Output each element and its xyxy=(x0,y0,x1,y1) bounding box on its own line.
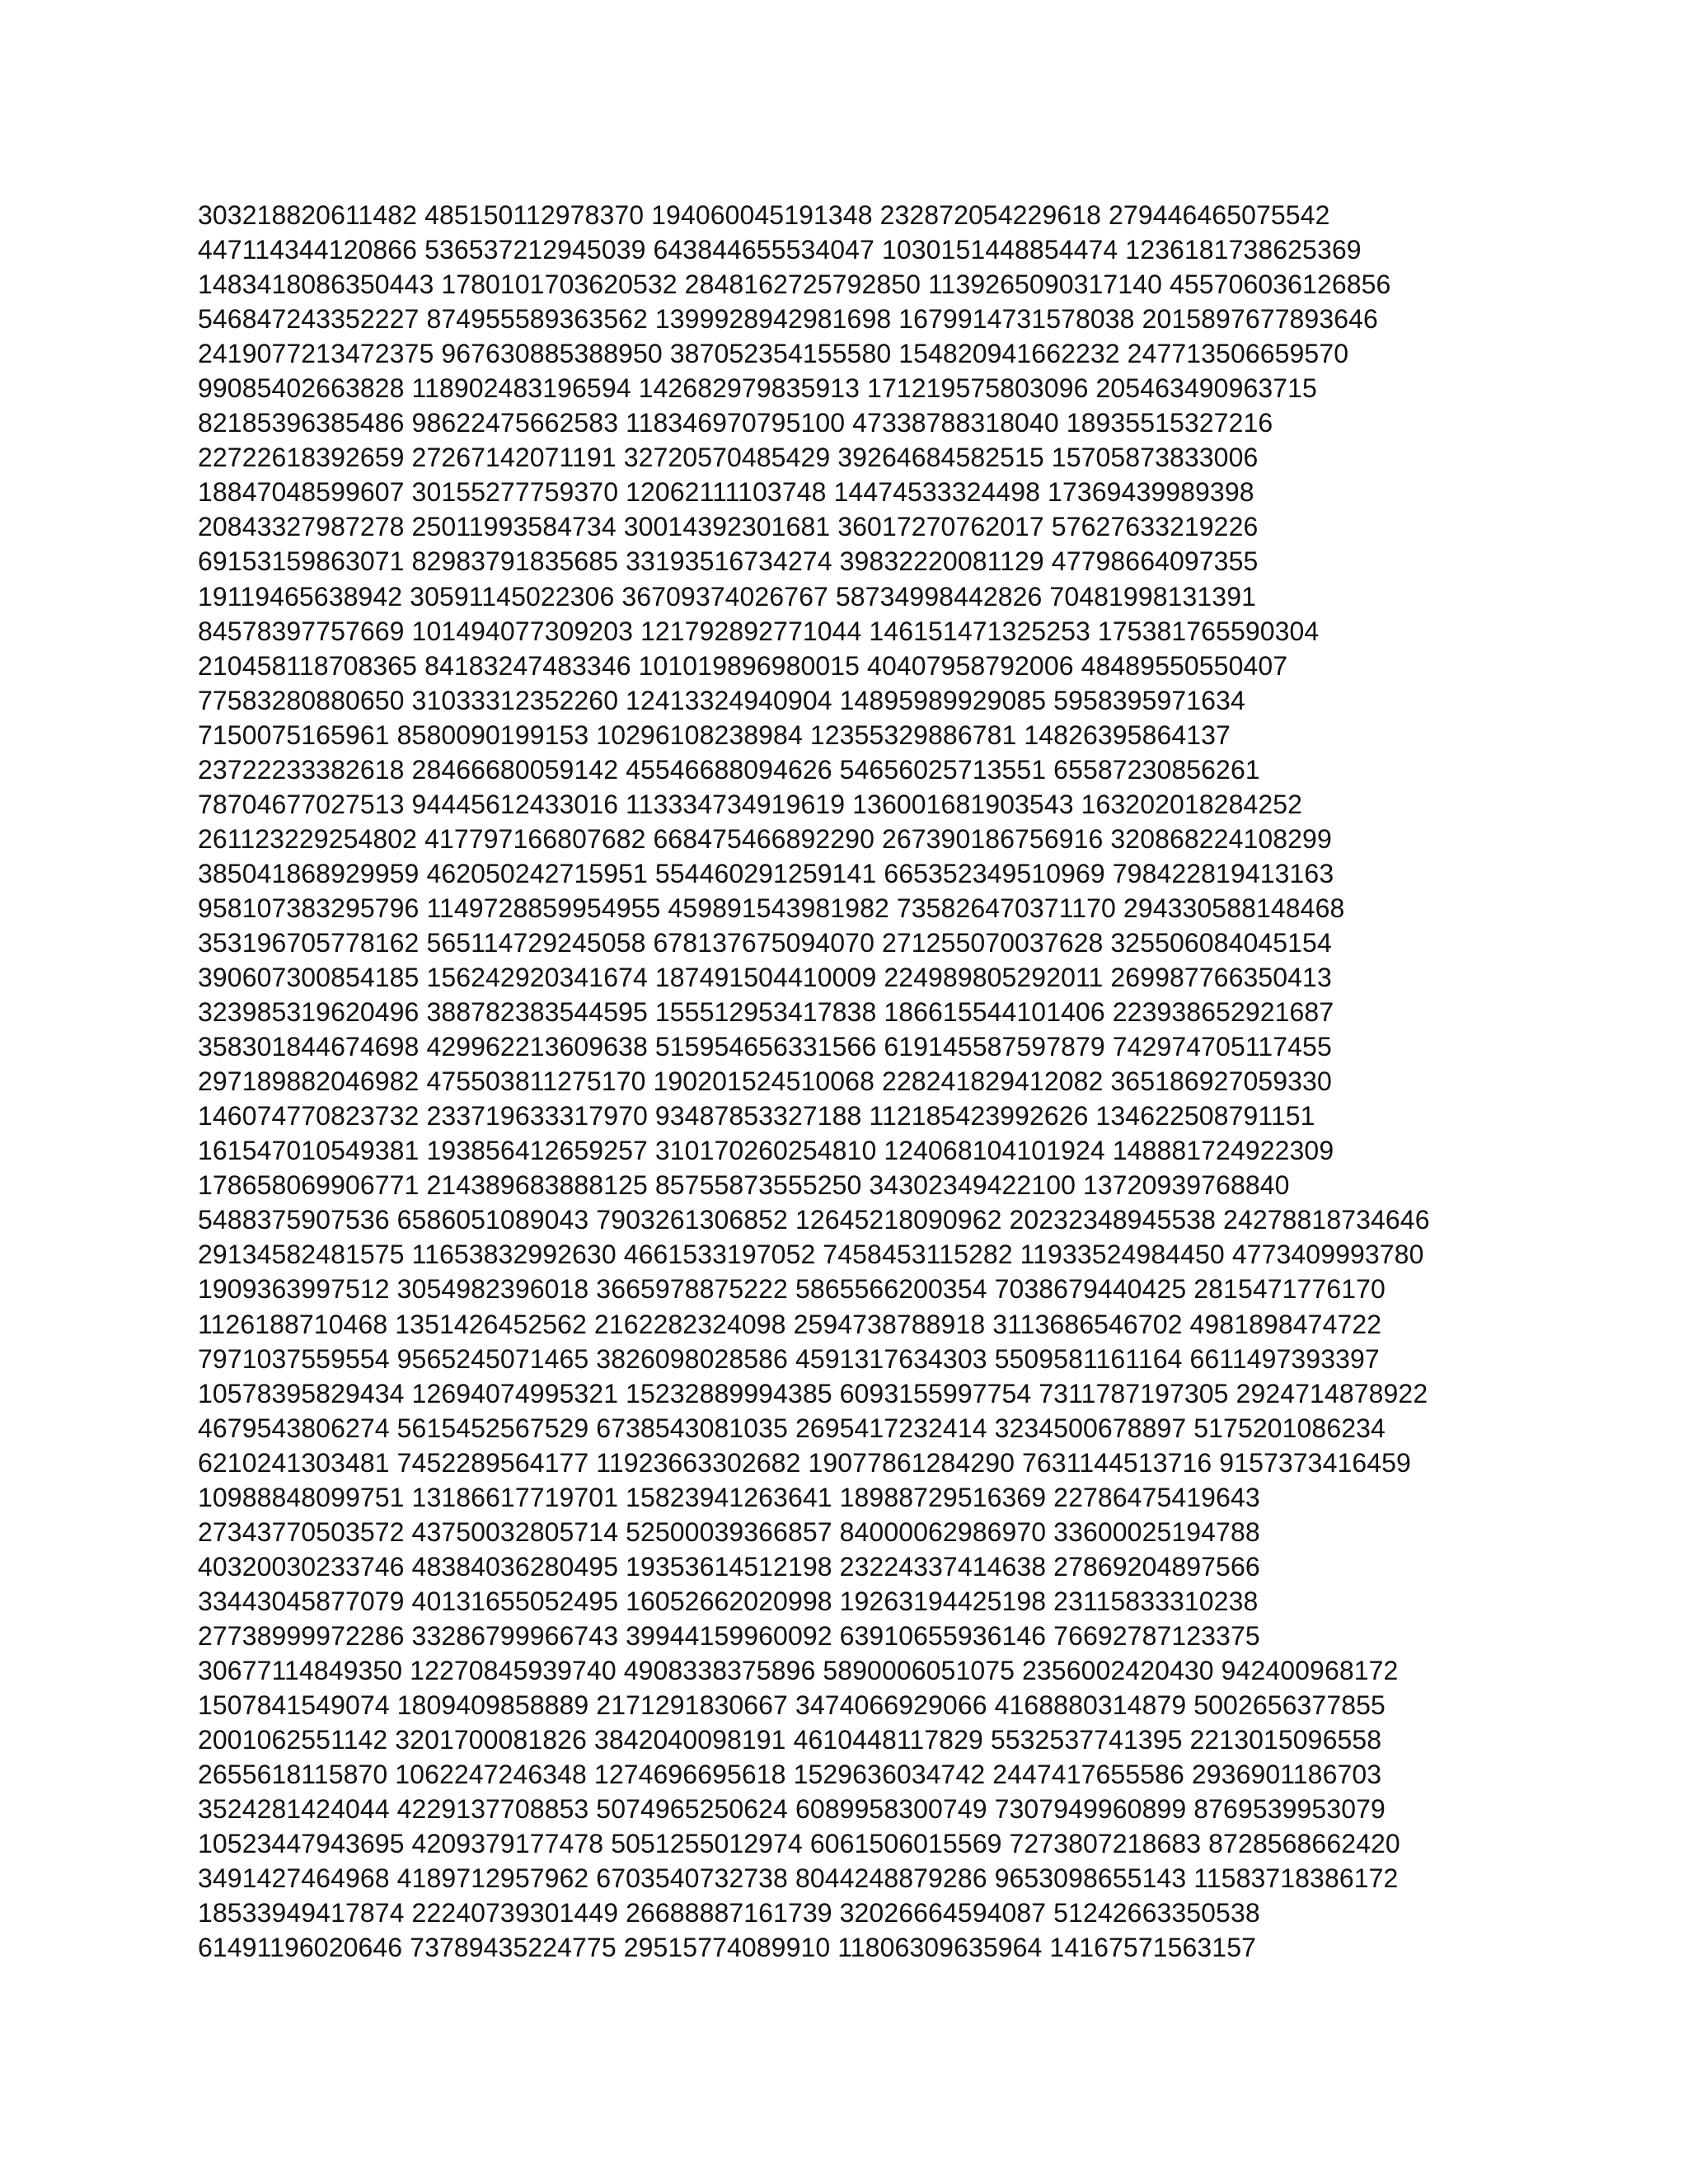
number-line: 69153159863071 82983791835685 33193516734274 39832220081129 47798664097355 xyxy=(198,546,1259,577)
number-line: 2001062551142 3201700081826 3842040098191 4610448117829 5532537741395 2213015096558 xyxy=(198,1725,1382,1755)
number-line: 23722233382618 28466680059142 45546688094626 54656025713551 65587230856261 xyxy=(198,754,1260,785)
number-line: 77583280880650 31033312352260 12413324940904 14895989929085 5958395971634 xyxy=(198,685,1245,715)
number-line: 358301844674698 429962213609638 515954656331566 619145587597879 742974705117455 xyxy=(198,1032,1332,1062)
number-line: 353196705778162 565114729245058 678137675094070 271255070037628 325506084045154 xyxy=(198,927,1332,958)
number-line: 84578397757669 101494077309203 121792892771044 146151471325253 175381765590304 xyxy=(198,616,1320,646)
number-line: 22722618392659 27267142071191 32720570485429 39264684582515 15705873833006 xyxy=(198,443,1259,473)
number-line: 303218820611482 485150112978370 194060045191348 232872054229618 279446465075542 xyxy=(198,200,1330,230)
number-line: 3524281424044 4229137708853 5074965250624 6089958300749 7307949960899 8769539953079 xyxy=(198,1794,1386,1825)
number-line: 99085402663828 118902483196594 142682979835913 171219575803096 205463490963715 xyxy=(198,373,1317,404)
number-line: 390607300854185 156242920341674 187491504410009 224989805292011 269987766350413 xyxy=(198,963,1332,993)
number-line: 5488375907536 6586051089043 7903261306852 12645218090962 20232348945538 24278818734646 xyxy=(198,1205,1430,1235)
number-line: 146074770823732 233719633317970 93487853327188 112185423992626 134622508791151 xyxy=(198,1101,1315,1132)
number-line: 27343770503572 43750032805714 52500039366857 84000062986970 33600025194788 xyxy=(198,1516,1260,1547)
number-line: 10578395829434 12694074995321 15232889994385 6093155997754 7311787197305 2924714878922 xyxy=(198,1378,1428,1408)
number-text-block xyxy=(198,198,1517,1965)
number-line: 1909363997512 3054982396018 3665978875222 5865566200354 7038679440425 2815471776170 xyxy=(198,1274,1386,1305)
number-line: 546847243352227 874955589363562 1399928942981698 1679914731578038 2015897677893646 xyxy=(198,304,1378,335)
number-line: 161547010549381 193856412659257 310170260254810 124068104101924 148881724922309 xyxy=(198,1136,1334,1166)
number-line: 10988848099751 13186617719701 15823941263641 18988729516369 22786475419643 xyxy=(198,1482,1260,1512)
number-line: 385041868929959 462050242715951 554460291259141 665352349510969 798422819413163 xyxy=(198,858,1334,888)
number-line: 6210241303481 7452289564177 11923663302682 19077861284290 7631144513716 9157373416459 xyxy=(198,1447,1411,1478)
number-line: 447114344120866 536537212945039 643844655534047 1030151448854474 1236181738625369 xyxy=(198,235,1362,265)
number-line: 297189882046982 475503811275170 190201524510068 228241829412082 365186927059330 xyxy=(198,1066,1332,1097)
number-line: 2655618115870 1062247246348 1274696695618 1529636034742 2447417655586 2936901186703 xyxy=(198,1760,1382,1790)
number-line: 19119465638942 30591145022306 36709374026767 58734998442826 70481998131391 xyxy=(198,581,1256,612)
number-line: 958107383295796 1149728859954955 459891543981982 735826470371170 294330588148468 xyxy=(198,893,1345,923)
number-line: 40320030233746 48384036280495 19353614512198 23224337414638 27869204897566 xyxy=(198,1551,1260,1582)
number-line: 7971037559554 9565245071465 3826098028586 4591317634303 5509581161164 6611497393397 xyxy=(198,1343,1380,1374)
number-line: 18847048599607 30155277759370 12062111103748 14474533324498 17369439989398 xyxy=(198,477,1254,508)
number-line: 78704677027513 94445612433016 113334734919619 136001681903543 163202018284252 xyxy=(198,789,1303,819)
number-line: 1507841549074 1809409858889 2171291830667 3474066929066 4168880314879 5002656377855 xyxy=(198,1690,1386,1721)
number-line: 4679543806274 5615452567529 6738543081035 2695417232414 3234500678897 5175201086234 xyxy=(198,1413,1386,1443)
number-line: 20843327987278 25011993584734 30014392301681 36017270762017 57627633219226 xyxy=(198,512,1259,542)
number-line: 2419077213472375 967630885388950 387052354155580 154820941662232 247713506659570 xyxy=(198,339,1349,369)
number-line: 7150075165961 8580090199153 10296108238984 12355329886781 14826395864137 xyxy=(198,719,1231,750)
number-line: 30677114849350 12270845939740 4908338375896 5890006051075 2356002420430 942400968172 xyxy=(198,1655,1399,1685)
number-line: 61491196020646 73789435224775 29515774089910 11806309635964 14167571563157 xyxy=(198,1933,1256,1963)
number-line: 10523447943695 4209379177478 5051255012974 6061506015569 7273807218683 8728568662420 xyxy=(198,1829,1400,1859)
number-line: 261123229254802 417797166807682 668475466892290 267390186756916 320868224108299 xyxy=(198,823,1332,854)
number-line: 29134582481575 11653832992630 4661533197052 7458453115282 11933524984450 4773409993780 xyxy=(198,1240,1424,1270)
number-line: 33443045877079 40131655052495 16052662020998 19263194425198 23115833310238 xyxy=(198,1586,1259,1616)
number-line: 178658069906771 214389683888125 85755873555250 34302349422100 13720939768840 xyxy=(198,1170,1290,1201)
number-line: 323985319620496 388782383544595 155512953417838 186615544101406 223938652921687 xyxy=(198,997,1334,1028)
number-line: 3491427464968 4189712957962 6703540732738 8044248879286 9653098655143 11583718386172 xyxy=(198,1863,1399,1894)
number-line: 82185396385486 98622475662583 118346970795100 47338788318040 18935515327216 xyxy=(198,408,1273,438)
number-line: 1483418086350443 1780101703620532 2848162725792850 1139265090317140 455706036126856 xyxy=(198,269,1391,300)
number-line: 1126188710468 1351426452562 2162282324098 2594738788918 3113686546702 4981898474722 xyxy=(198,1309,1382,1339)
number-line: 18533949417874 22240739301449 26688887161739 32026664594087 51242663350538 xyxy=(198,1898,1260,1929)
number-line: 27738999972286 33286799966743 39944159960092 63910655936146 76692787123375 xyxy=(198,1620,1260,1651)
number-line: 210458118708365 84183247483346 101019896980015 40407958792006 48489550550407 xyxy=(198,650,1288,681)
